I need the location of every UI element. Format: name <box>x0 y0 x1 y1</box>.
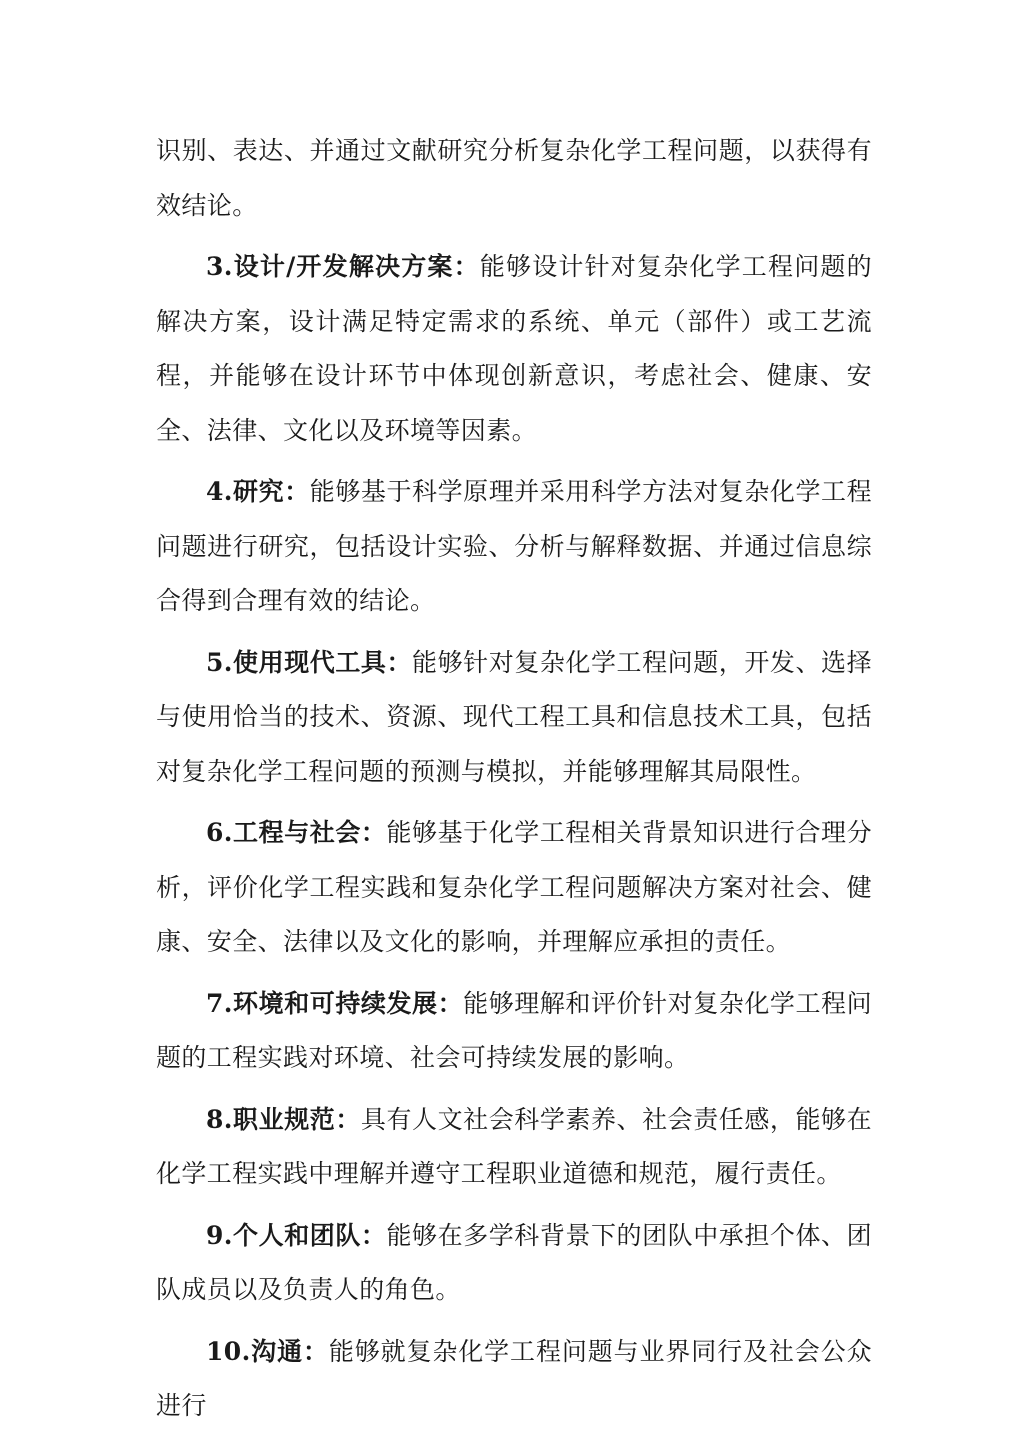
intro-paragraph <box>156 124 872 233</box>
item-9-paragraph <box>156 1209 872 1318</box>
document-page <box>156 124 872 1441</box>
item-5-paragraph <box>156 636 872 800</box>
item-10-text: 能够就复杂化学工程问题与业界同行及社会公众进行 <box>156 1336 872 1420</box>
item-5-text: 能够针对复杂化学工程问题，开发、选择与使用恰当的技术、资源、现代工程工具和信息技术工具，包括对复杂化学工程问题的预测与模拟，并能够理解其局限性。 <box>156 647 873 786</box>
item-4-paragraph <box>156 465 872 629</box>
item-6-paragraph <box>156 806 872 970</box>
item-6-text: 能够基于化学工程相关背景知识进行合理分析，评价化学工程实践和复杂化学工程问题解决方案对社会、健康、安全、法律以及文化的影响，并理解应承担的责任。 <box>156 818 872 956</box>
item-10-paragraph <box>156 1325 872 1434</box>
item-4-text: 能够基于科学原理并采用科学方法对复杂化学工程问题进行研究，包括设计实验、分析与解释数据、并通过信息综合得到合理有效的结论。 <box>156 477 872 615</box>
item-5-heading: 5.使用现代工具： <box>206 647 413 677</box>
item-6-heading: 6.工程与社会： <box>206 818 387 847</box>
item-9-text: 能够在多学科背景下的团队中承担个体、团队成员以及负责人的角色。 <box>156 1220 872 1304</box>
item-7-paragraph <box>156 977 872 1086</box>
item-7-text: 能够理解和评价针对复杂化学工程问题的工程实践对环境、社会可持续发展的影响。 <box>156 988 872 1072</box>
item-3-text: 能够设计针对复杂化学工程问题的解决方案，设计满足特定需求的系统、单元（部件）或工艺流程，并能够在设计环节中体现创新意识，考虑社会、健康、安全、法律、文化以及环境等因素。 <box>156 252 872 445</box>
item-8-heading: 8.职业规范： <box>206 1104 361 1134</box>
item-3-heading: 3.设计/开发解决方案： <box>206 252 480 281</box>
intro-text: 识别、表达、并通过文献研究分析复杂化学工程问题，以获得有效结论。 <box>156 136 872 220</box>
item-7-heading: 7.环境和可持续发展： <box>206 988 464 1018</box>
item-4-heading: 4.研究： <box>206 477 310 506</box>
item-9-heading: 9.个人和团队： <box>206 1220 387 1250</box>
item-8-text: 具有人文社会科学素养、社会责任感，能够在化学工程实践中理解并遵守工程职业道德和规范，履行责任。 <box>156 1104 872 1188</box>
item-8-paragraph <box>156 1093 872 1202</box>
item-10-heading: 10.沟通： <box>206 1336 329 1366</box>
item-3-paragraph <box>156 240 872 458</box>
